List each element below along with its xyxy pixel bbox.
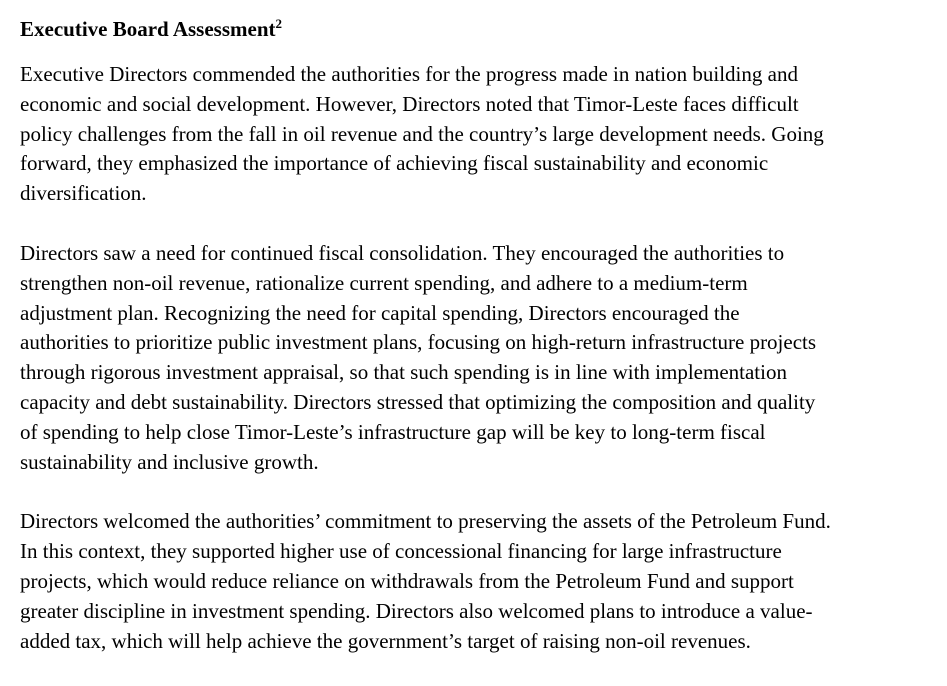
paragraph-line: adjustment plan. Recognizing the need for capital spending, Directors encouraged the (20, 300, 740, 325)
paragraph-line: economic and social development. However, Directors noted that Timor-Leste faces difficult (20, 91, 799, 116)
paragraph-line: Directors welcomed the authorities’ commitment to preserving the assets of the Petroleum Fund. (20, 509, 831, 534)
paragraph-1 (20, 60, 940, 209)
paragraph-line: through rigorous investment appraisal, so that such spending is in line with implementation (20, 360, 787, 385)
paragraph-line: policy challenges from the fall in oil revenue and the country’s large development needs. Going (20, 121, 824, 146)
paragraph-line: sustainability and inclusive growth. (20, 449, 319, 474)
paragraph-line: capacity and debt sustainability. Directors stressed that optimizing the composition and quality (20, 389, 816, 414)
paragraph-line: diversification. (20, 181, 147, 206)
paragraph-2 (20, 239, 940, 477)
paragraph-line: added tax, which will help achieve the government’s target of raising non-oil revenues. (20, 628, 751, 653)
paragraph-line: strengthen non-oil revenue, rationalize current spending, and adhere to a medium-term (20, 270, 748, 295)
paragraph-line: forward, they emphasized the importance of achieving fiscal sustainability and economic (20, 151, 769, 176)
document-page (20, 14, 940, 686)
paragraph-line: In this context, they supported higher use of concessional financing for large infrastructure (20, 539, 782, 564)
paragraph-line: of spending to help close Timor-Leste’s infrastructure gap will be key to long-term fiscal (20, 419, 766, 444)
paragraph-line: projects, which would reduce reliance on withdrawals from the Petroleum Fund and support (20, 568, 794, 593)
section-title: Executive Board Assessment (20, 17, 276, 41)
paragraph-line: Directors saw a need for continued fiscal consolidation. They encouraged the authorities to (20, 240, 785, 265)
footnote-reference[interactable]: 2 (275, 16, 282, 31)
section-heading (20, 14, 940, 44)
paragraph-line: Executive Directors commended the authorities for the progress made in nation building and (20, 62, 798, 86)
paragraph-line: greater discipline in investment spending. Directors also welcomed plans to introduce a value- (20, 598, 813, 623)
paragraph-3 (20, 507, 940, 656)
paragraph-line: authorities to prioritize public investment plans, focusing on high-return infrastructure projects (20, 330, 817, 355)
